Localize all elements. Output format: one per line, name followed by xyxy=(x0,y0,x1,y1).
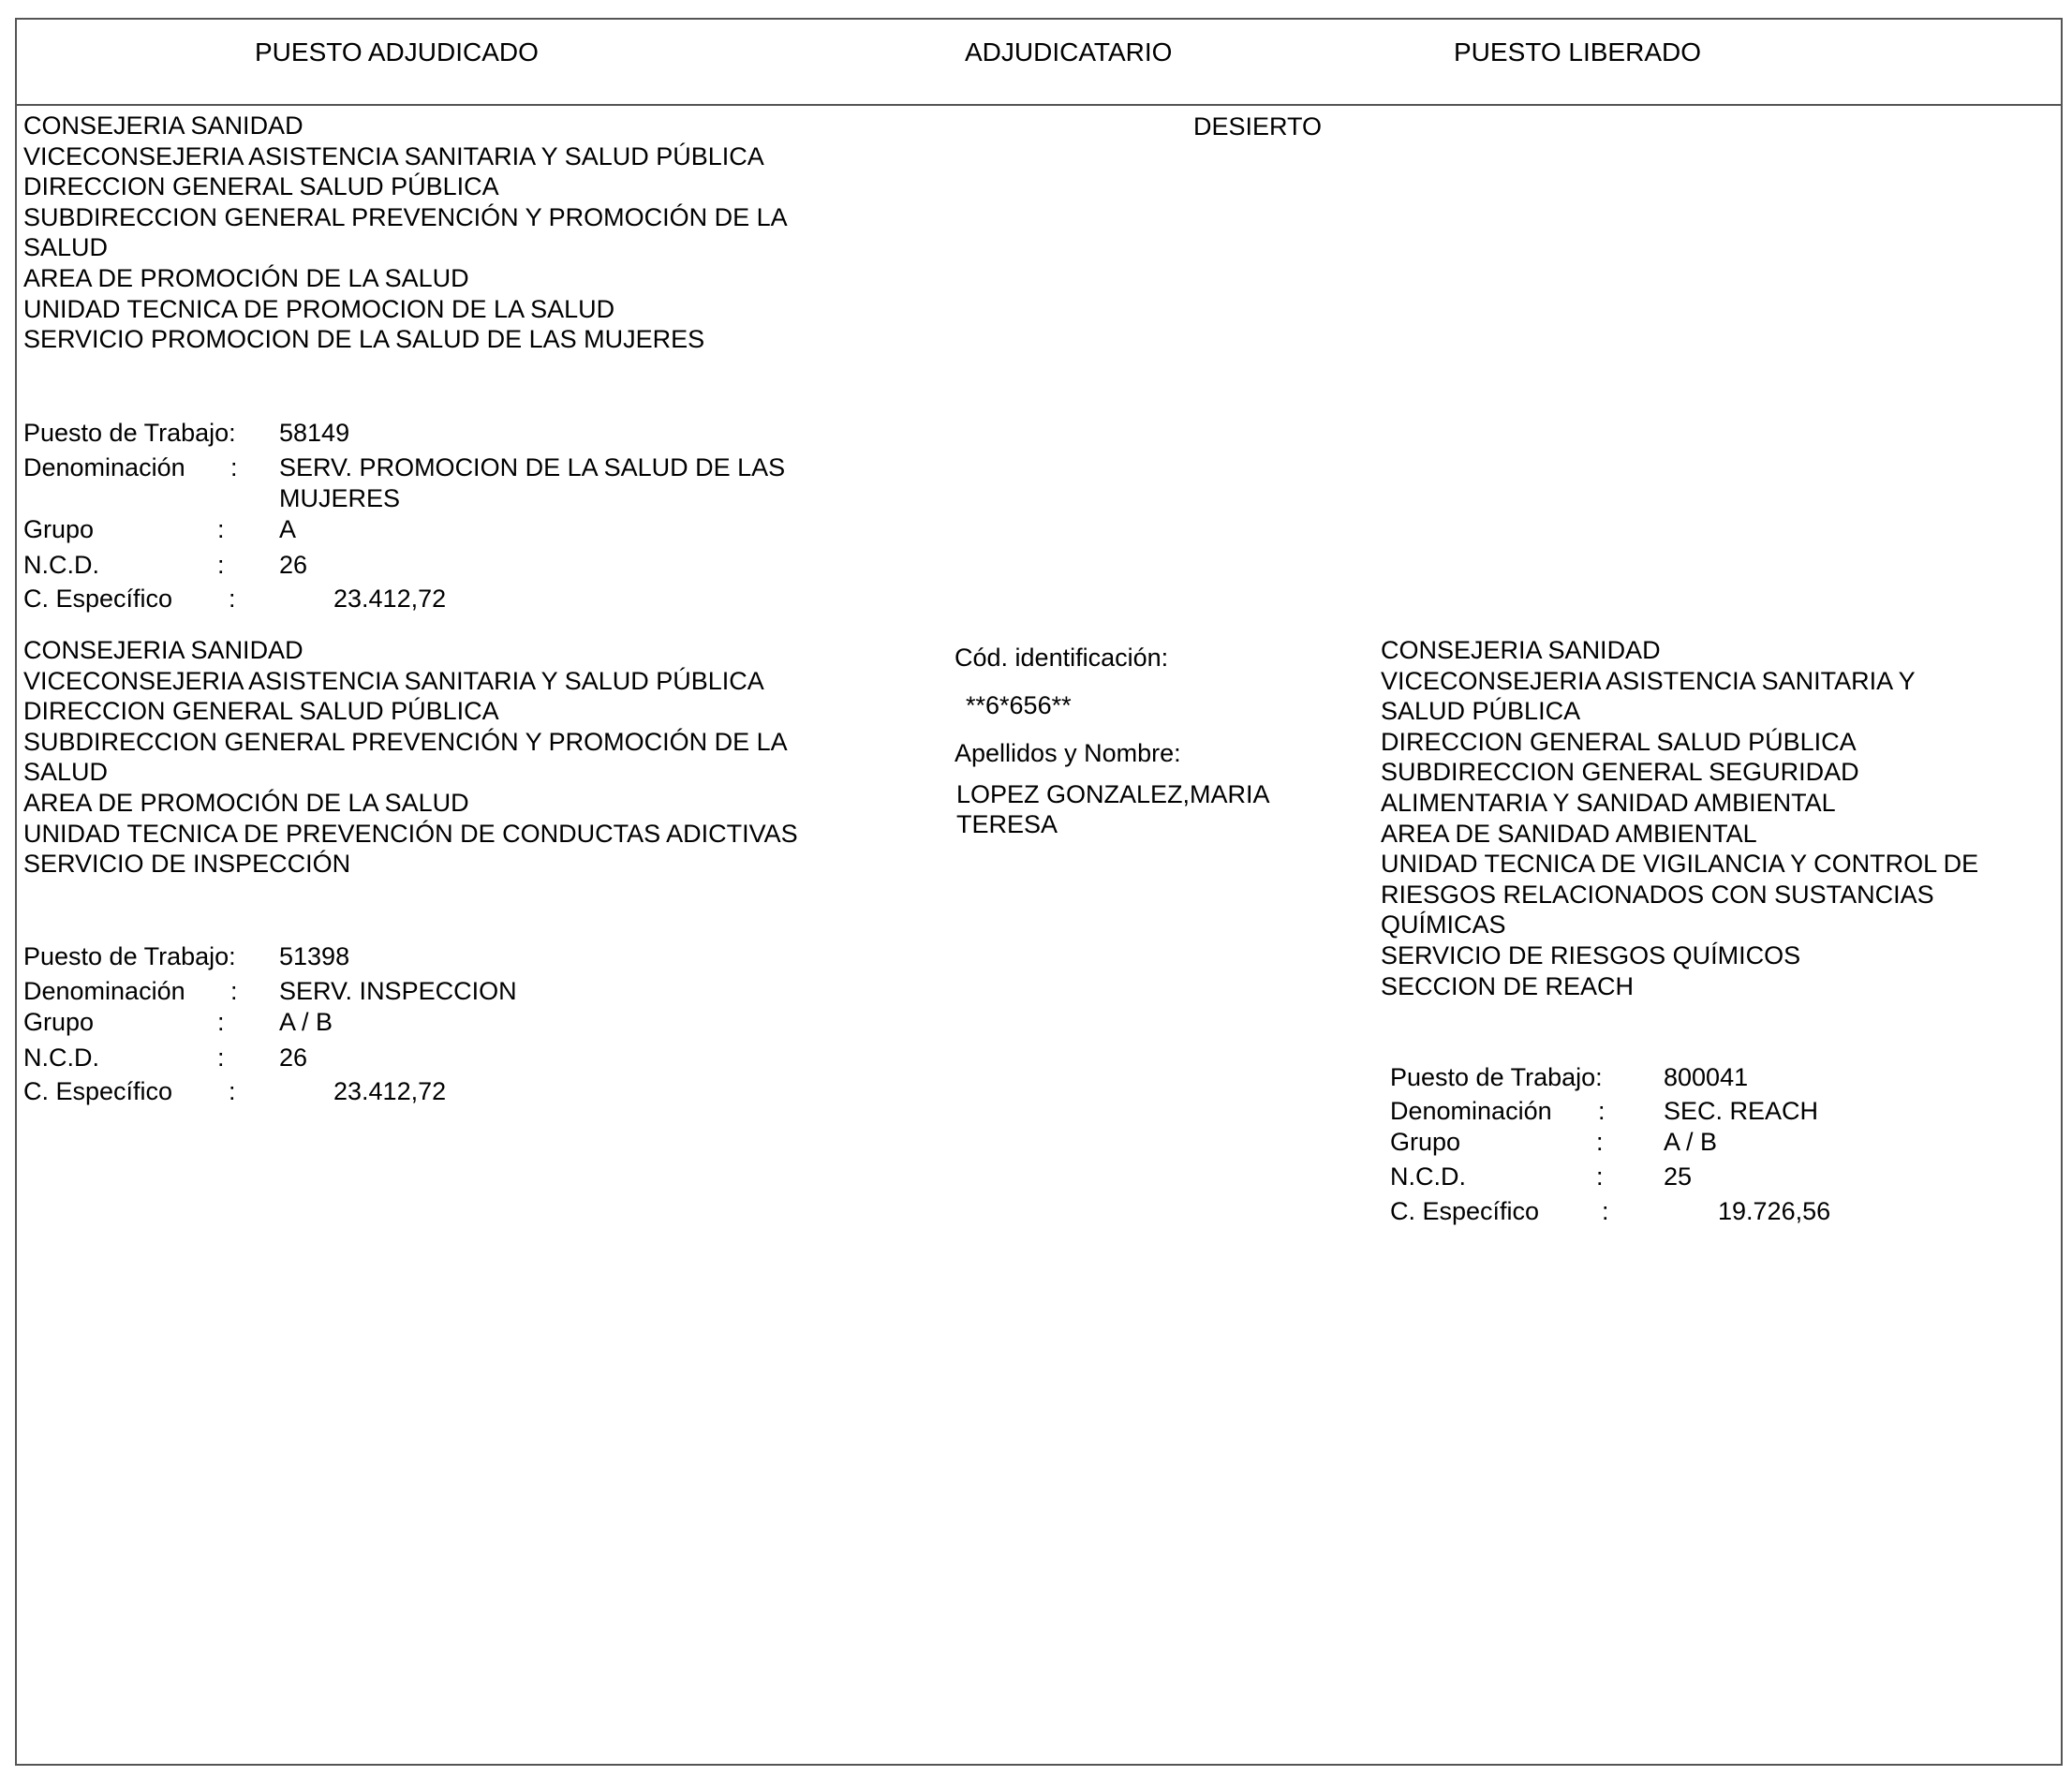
org-line: VICECONSEJERIA ASISTENCIA SANITARIA Y SALUD PÚBLICA xyxy=(23,666,764,695)
ncd-value: 25 xyxy=(1664,1162,1693,1191)
entry1-adjudicatario: DESIERTO xyxy=(1193,112,1323,141)
apellidos-nombre-value-cont: TERESA xyxy=(956,810,1058,838)
org-line: CONSEJERIA SANIDAD xyxy=(23,111,303,140)
denominacion-label: Denominación xyxy=(23,453,185,481)
ncd-label: N.C.D. xyxy=(1390,1162,1466,1191)
especifico-label: C. Específico xyxy=(23,1077,173,1105)
colon: : xyxy=(217,515,225,543)
especifico-label: C. Específico xyxy=(23,585,173,613)
org-line: SERVICIO PROMOCION DE LA SALUD DE LAS MUJERES xyxy=(23,325,705,354)
header-puesto-adjudicado: PUESTO ADJUDICADO xyxy=(255,37,539,67)
ncd-value: 26 xyxy=(279,1043,308,1072)
org-line: VICECONSEJERIA ASISTENCIA SANITARIA Y SALUD PÚBLICA xyxy=(23,141,764,170)
denominacion-value: SEC. REACH xyxy=(1664,1097,1819,1125)
especifico-label: C. Específico xyxy=(1390,1197,1540,1225)
especifico-value: 23.412,72 xyxy=(333,1077,447,1105)
cod-identificacion-value: **6*656** xyxy=(966,691,1072,719)
colon: : xyxy=(229,585,236,613)
denominacion-value: SERV. INSPECCION xyxy=(279,977,517,1005)
org-line: SUBDIRECCION GENERAL PREVENCIÓN Y PROMOCIÓN DE LA xyxy=(23,202,788,231)
ncd-label: N.C.D. xyxy=(23,1043,99,1072)
colon: : xyxy=(217,1008,225,1036)
denominacion-label: Denominación xyxy=(23,977,185,1005)
colon: : xyxy=(230,453,238,481)
header-puesto-liberado: PUESTO LIBERADO xyxy=(1454,37,1702,67)
entry2-liberado-org xyxy=(1381,635,1978,1001)
grupo-value: A / B xyxy=(1664,1128,1718,1156)
colon: : xyxy=(230,977,238,1005)
puesto-value: 51398 xyxy=(279,942,350,970)
entry1-org xyxy=(23,111,788,355)
grupo-label: Grupo xyxy=(1390,1128,1461,1156)
puesto-value: 58149 xyxy=(279,419,350,447)
apellidos-nombre-label: Apellidos y Nombre: xyxy=(955,739,1181,767)
org-line: UNIDAD TECNICA DE VIGILANCIA Y CONTROL DE xyxy=(1381,850,1979,879)
org-line: DIRECCION GENERAL SALUD PÚBLICA xyxy=(1381,727,1857,756)
puesto-label: Puesto de Trabajo: xyxy=(23,942,236,970)
ncd-value: 26 xyxy=(279,551,308,579)
org-line: DIRECCION GENERAL SALUD PÚBLICA xyxy=(23,172,499,201)
cod-identificacion-label: Cód. identificación: xyxy=(955,644,1169,672)
org-line: ALIMENTARIA Y SANIDAD AMBIENTAL xyxy=(1381,788,1836,817)
org-line: CONSEJERIA SANIDAD xyxy=(23,636,303,664)
org-line: SUBDIRECCION GENERAL PREVENCIÓN Y PROMOCIÓN DE LA xyxy=(23,727,788,756)
apellidos-nombre-value: LOPEZ GONZALEZ,MARIA xyxy=(956,780,1270,808)
org-line: CONSEJERIA SANIDAD xyxy=(1381,636,1661,664)
org-line: SALUD PÚBLICA xyxy=(1381,697,1581,726)
org-line: QUÍMICAS xyxy=(1381,910,1506,940)
especifico-value: 23.412,72 xyxy=(333,585,447,613)
org-line: SERVICIO DE RIESGOS QUÍMICOS xyxy=(1381,940,1801,969)
org-line: AREA DE PROMOCIÓN DE LA SALUD xyxy=(23,788,469,817)
org-line: AREA DE SANIDAD AMBIENTAL xyxy=(1381,819,1757,848)
puesto-label: Puesto de Trabajo: xyxy=(1390,1063,1603,1091)
grupo-value: A xyxy=(279,515,297,543)
grupo-value: A / B xyxy=(279,1008,333,1036)
colon: : xyxy=(217,551,225,579)
org-line: UNIDAD TECNICA DE PREVENCIÓN DE CONDUCTAS ADICTIVAS xyxy=(23,819,798,848)
colon: : xyxy=(1596,1162,1604,1191)
org-line: SALUD xyxy=(23,233,109,262)
colon: : xyxy=(217,1043,225,1072)
grupo-label: Grupo xyxy=(23,515,95,543)
entry2-org xyxy=(23,635,798,880)
denominacion-label: Denominación xyxy=(1390,1097,1552,1125)
colon: : xyxy=(1596,1128,1604,1156)
org-line: AREA DE PROMOCIÓN DE LA SALUD xyxy=(23,263,469,292)
puesto-value: 800041 xyxy=(1664,1063,1749,1091)
org-line: UNIDAD TECNICA DE PROMOCION DE LA SALUD xyxy=(23,294,615,323)
colon: : xyxy=(1598,1097,1606,1125)
org-line: SUBDIRECCION GENERAL SEGURIDAD xyxy=(1381,758,1859,787)
org-line: RIESGOS RELACIONADOS CON SUSTANCIAS xyxy=(1381,880,1934,909)
header-adjudicatario: ADJUDICATARIO xyxy=(965,37,1173,67)
colon: : xyxy=(229,1077,236,1105)
ncd-label: N.C.D. xyxy=(23,551,99,579)
header-divider xyxy=(15,104,2063,106)
org-line: VICECONSEJERIA ASISTENCIA SANITARIA Y xyxy=(1381,666,1916,695)
denominacion-value: SERV. PROMOCION DE LA SALUD DE LAS xyxy=(279,453,786,481)
org-line: SECCION DE REACH xyxy=(1381,971,1635,1000)
especifico-value: 19.726,56 xyxy=(1718,1197,1831,1225)
org-line: SERVICIO DE INSPECCIÓN xyxy=(23,850,351,879)
denominacion-value-cont: MUJERES xyxy=(279,484,401,512)
org-line: DIRECCION GENERAL SALUD PÚBLICA xyxy=(23,697,499,726)
org-line: SALUD xyxy=(23,758,109,787)
puesto-label: Puesto de Trabajo: xyxy=(23,419,236,447)
grupo-label: Grupo xyxy=(23,1008,95,1036)
colon: : xyxy=(1602,1197,1609,1225)
